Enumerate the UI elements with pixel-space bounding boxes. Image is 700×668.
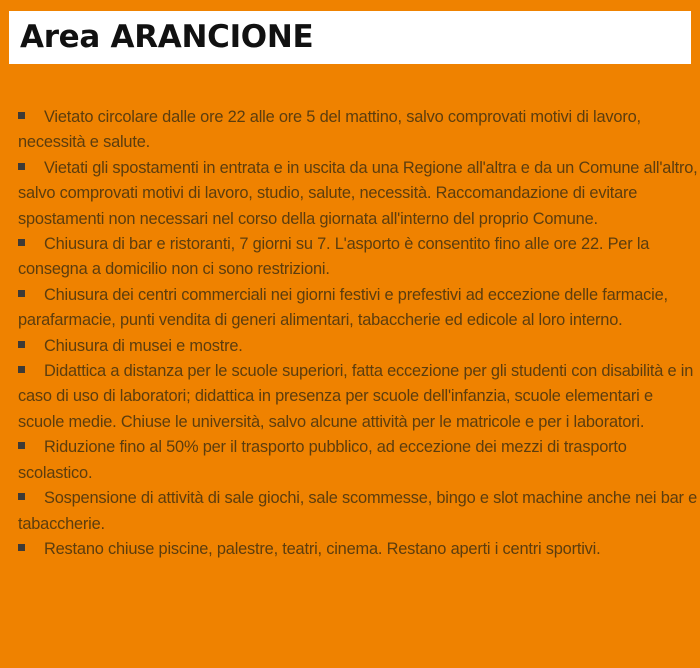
list-item: [18, 334, 698, 359]
square-bullet-icon: [18, 163, 25, 170]
list-item: [18, 156, 698, 232]
list-item: [18, 359, 698, 435]
list-item: [18, 537, 698, 562]
rule-text: Chiusura di musei e mostre.: [44, 336, 243, 355]
rule-text: Didattica a distanza per le scuole superiori, fatta eccezione per gli studenti con disabilità e in caso di uso di laboratori; didattica in presenza per scuole dell'infanzia, scuole elementari e scuole medie. Chiuse le università, salvo alcune attività per le matricole e per i laboratori.: [18, 362, 694, 431]
square-bullet-icon: [18, 366, 25, 373]
square-bullet-icon: [18, 239, 25, 246]
rule-text: Restano chiuse piscine, palestre, teatri, cinema. Restano aperti i centri sportivi.: [44, 539, 601, 558]
list-item: [18, 486, 698, 537]
list-item: [18, 283, 698, 334]
square-bullet-icon: [18, 544, 25, 551]
square-bullet-icon: [18, 493, 25, 500]
rule-text: Vietato circolare dalle ore 22 alle ore 5 del mattino, salvo comprovati motivi di lavoro, necessità e salute.: [18, 108, 641, 152]
rules-list: [18, 105, 698, 562]
list-item: [18, 105, 698, 156]
rule-text: Chiusura dei centri commerciali nei giorni festivi e prefestivi ad eccezione delle farmacie, parafarmacie, punti vendita di generi alimentari, tabaccherie ed edicole al loro interno.: [18, 285, 668, 330]
square-bullet-icon: [18, 112, 25, 119]
page-title: Area ARANCIONE: [20, 19, 314, 55]
square-bullet-icon: [18, 341, 25, 348]
square-bullet-icon: [18, 442, 25, 449]
square-bullet-icon: [18, 290, 25, 297]
header-box: [9, 11, 691, 64]
list-item: [18, 435, 698, 486]
rule-text: Vietati gli spostamenti in entrata e in uscita da una Regione all'altra e da un Comune all'altro, salvo comprovati motivi di lavoro, studio, salute, necessità. Raccomandazione di evitare spostamenti non necessari nel corso della giornata all'interno del proprio Comune.: [18, 158, 698, 228]
rule-text: Chiusura di bar e ristoranti, 7 giorni su 7. L'asporto è consentito fino alle ore 22. Per la consegna a domicilio non ci sono restrizioni.: [18, 235, 650, 279]
rule-text: Riduzione fino al 50% per il trasporto pubblico, ad eccezione dei mezzi di trasporto scolastico.: [18, 438, 627, 482]
list-item: [18, 232, 698, 283]
rule-text: Sospensione di attività di sale giochi, sale scommesse, bingo e slot machine anche nei bar e tabaccherie.: [18, 489, 698, 533]
